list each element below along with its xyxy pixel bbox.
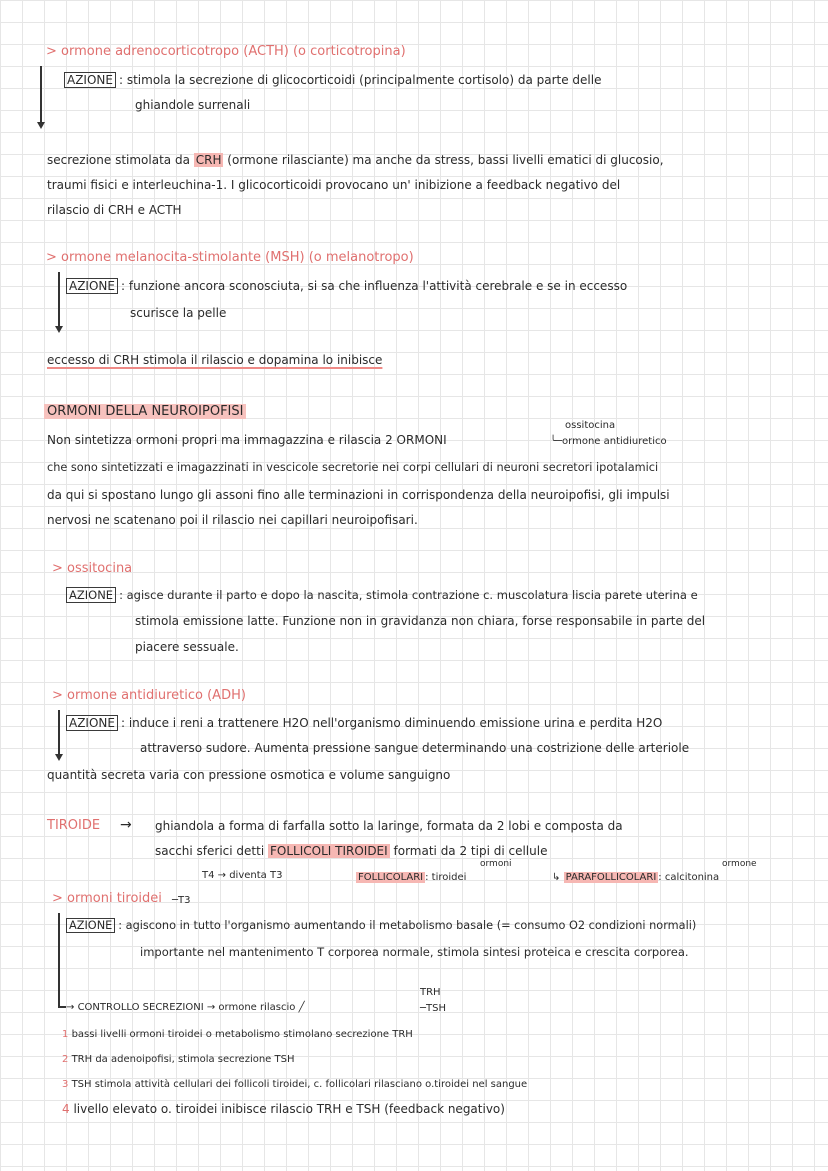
adh-azione-label: AZIONE [66, 715, 118, 731]
adh-arrow-line [58, 710, 60, 754]
msh-azione [66, 278, 627, 294]
tiroidei-flow-line [58, 913, 60, 1007]
tiroide-arrow: → [120, 817, 132, 833]
acth-azione [64, 72, 601, 88]
acth-azione-line2: ghiandole surrenali [135, 98, 251, 112]
acth-arrow-head [37, 122, 45, 129]
tiroidei-step-1 [62, 1027, 413, 1043]
acth-arrow-line [40, 66, 42, 122]
step-number: 4 [62, 1102, 70, 1116]
tiroidei-control-top: TRH [420, 987, 441, 998]
neuroipofisi-line2: che sono sintetizzati e imagazzinati in vescicole secretorie nei corpi cellulari di neuroni secretori ipotalamici [47, 461, 659, 474]
msh-arrow-line [58, 272, 60, 326]
tiroidei-step-2 [62, 1052, 295, 1068]
neuroipofisi-branch-bottom: ╰─ormone antidiuretico [550, 436, 667, 447]
msh-body1 [47, 352, 382, 368]
neuroipofisi-heading-text: ORMONI DELLA NEUROIPOFISI [44, 404, 246, 419]
step-text: TRH da adenoipofisi, stimola secrezione TSH [71, 1054, 295, 1065]
msh-title: > ormone melanocita-stimolante (MSH) (o melanotropo) [46, 250, 414, 265]
tiroide-line2-post: formati da 2 tipi di cellule [389, 844, 548, 858]
tiroidei-control: → CONTROLLO SECREZIONI → ormone rilascio ╱ [66, 1002, 305, 1013]
neuroipofisi-line4: nervosi ne scatenano poi il rilascio nei capillari neuroipofisari. [47, 513, 418, 527]
step-number: 1 [62, 1029, 69, 1040]
tiroidei-line1: : agiscono in tutto l'organismo aumentando il metabolismo basale (= consumo O2 condizioni normali) [118, 919, 697, 932]
adh-title: > ormone antidiuretico (ADH) [52, 688, 246, 703]
tiroide-line2 [155, 843, 547, 859]
msh-azione-label: AZIONE [66, 278, 118, 294]
tiroide-para-label: PARAFOLLICOLARI [565, 872, 657, 883]
adh-line2: attraverso sudore. Aumenta pressione sangue determinando una costrizione delle arteriole [140, 741, 690, 755]
ossitocina-title: > ossitocina [52, 561, 133, 576]
tiroide-line2-pre: sacchi sferici detti [155, 844, 268, 858]
msh-arrow-head [55, 326, 63, 333]
step-text: livello elevato o. tiroidei inibisce rilascio TRH e TSH (feedback negativo) [73, 1102, 505, 1116]
ossitocina-line3: piacere sessuale. [135, 640, 239, 654]
tiroidei-control-text: CONTROLLO SECREZIONI → ormone rilascio [77, 1002, 296, 1013]
step-text: TSH stimola attività cellulari dei follicoli tiroidei, c. follicolari rilasciano o.tiroidei nel sangue [71, 1079, 528, 1090]
tiroidei-flow-corner [58, 1006, 66, 1008]
step-number: 2 [62, 1054, 69, 1065]
acth-body1-post: (ormone rilasciante) ma anche da stress, bassi livelli ematici di glucosio, [223, 153, 664, 167]
acth-title: > ormone adrenocorticotropo (ACTH) (o corticotropina) [46, 44, 406, 59]
tiroide-line1: ghiandola a forma di farfalla sotto la laringe, formata da 2 lobi e composta da [155, 819, 623, 833]
neuroipofisi-line3: da qui si spostano lungo gli assoni fino alle terminazioni in corrispondenza della neuroipofisi, gli impulsi [47, 488, 670, 502]
msh-azione-line2: scurisce la pelle [130, 306, 227, 320]
tiroide-foll [356, 870, 466, 886]
acth-body3: rilascio di CRH e ACTH [47, 203, 182, 217]
tiroidei-t3: ─T3 [172, 895, 191, 906]
tiroide-label: TIROIDE [47, 818, 101, 833]
adh-line1: : induce i reni a trattenere H2O nell'organismo diminuendo emissione urina e perdita H2O [120, 716, 663, 730]
ossitocina-azione [66, 587, 698, 603]
tiroide-foll-value: : tiroidei [425, 872, 467, 883]
acth-body1-pre: secrezione stimolata da [47, 153, 194, 167]
tiroide-t4: T4 → diventa T3 [202, 870, 283, 881]
tiroidei-azione-label: AZIONE [66, 918, 115, 933]
tiroidei-step-4 [62, 1101, 505, 1117]
tiroide-para-value: : calcitonina [658, 872, 720, 883]
acth-body1-crh: CRH [195, 153, 222, 167]
acth-azione-line1: : stimola la secrezione di glicocorticoidi (principalmente cortisolo) da parte delle [118, 73, 602, 87]
tiroide-para: ↳ PARAFOLLICOLARI : calcitonina [552, 872, 720, 883]
acth-body2: traumi fisici e interleuchina-1. I glicocorticoidi provocano un' inibizione a feedback negativo del [47, 178, 621, 192]
step-text: bassi livelli ormoni tiroidei o metabolismo stimolano secrezione TRH [71, 1029, 413, 1040]
msh-body1-text: eccesso di CRH stimola il rilascio e dopamina lo inibisce [47, 353, 383, 367]
neuroipofisi-heading [44, 404, 246, 420]
tiroidei-step-3 [62, 1077, 527, 1093]
ossitocina-line2: stimola emissione latte. Funzione non in gravidanza non chiara, forse responsabile in parte del [135, 614, 706, 628]
tiroidei-line2: importante nel mantenimento T corporea normale, stimola sintesi proteica e crescita corporea. [140, 945, 689, 959]
tiroide-para-small: ormone [722, 859, 757, 869]
adh-azione [66, 715, 662, 731]
acth-body1 [47, 152, 664, 168]
acth-azione-label: AZIONE [64, 72, 116, 88]
adh-arrow-head [55, 754, 63, 761]
tiroidei-control-bottom-text: TSH [426, 1003, 447, 1014]
tiroide-line2-hl: FOLLICOLI TIROIDEI [270, 844, 388, 858]
ossitocina-line1: : agisce durante il parto e dopo la nascita, stimola contrazione c. muscolatura liscia parete uterina e [119, 588, 698, 602]
step-number: 3 [62, 1079, 69, 1090]
neuroipofisi-branch-top: ossitocina [565, 420, 616, 431]
tiroidei-title: > ormoni tiroidei [52, 891, 162, 906]
tiroide-foll-label: FOLLICOLARI [358, 872, 424, 883]
tiroidei-azione [66, 918, 696, 934]
adh-line3: quantità secreta varia con pressione osmotica e volume sanguigno [47, 768, 451, 782]
neuroipofisi-line1: Non sintetizza ormoni propri ma immagazzina e rilascia 2 ORMONI [47, 433, 447, 447]
tiroidei-control-bottom: ─TSH [420, 1003, 447, 1014]
ossitocina-azione-label: AZIONE [66, 587, 116, 603]
tiroide-foll-small: ormoni [480, 859, 512, 869]
msh-azione-line1: : funzione ancora sconosciuta, si sa che influenza l'attività cerebrale e se in eccesso [120, 279, 628, 293]
neuroipofisi-branch-bottom-text: ormone antidiuretico [562, 436, 667, 447]
